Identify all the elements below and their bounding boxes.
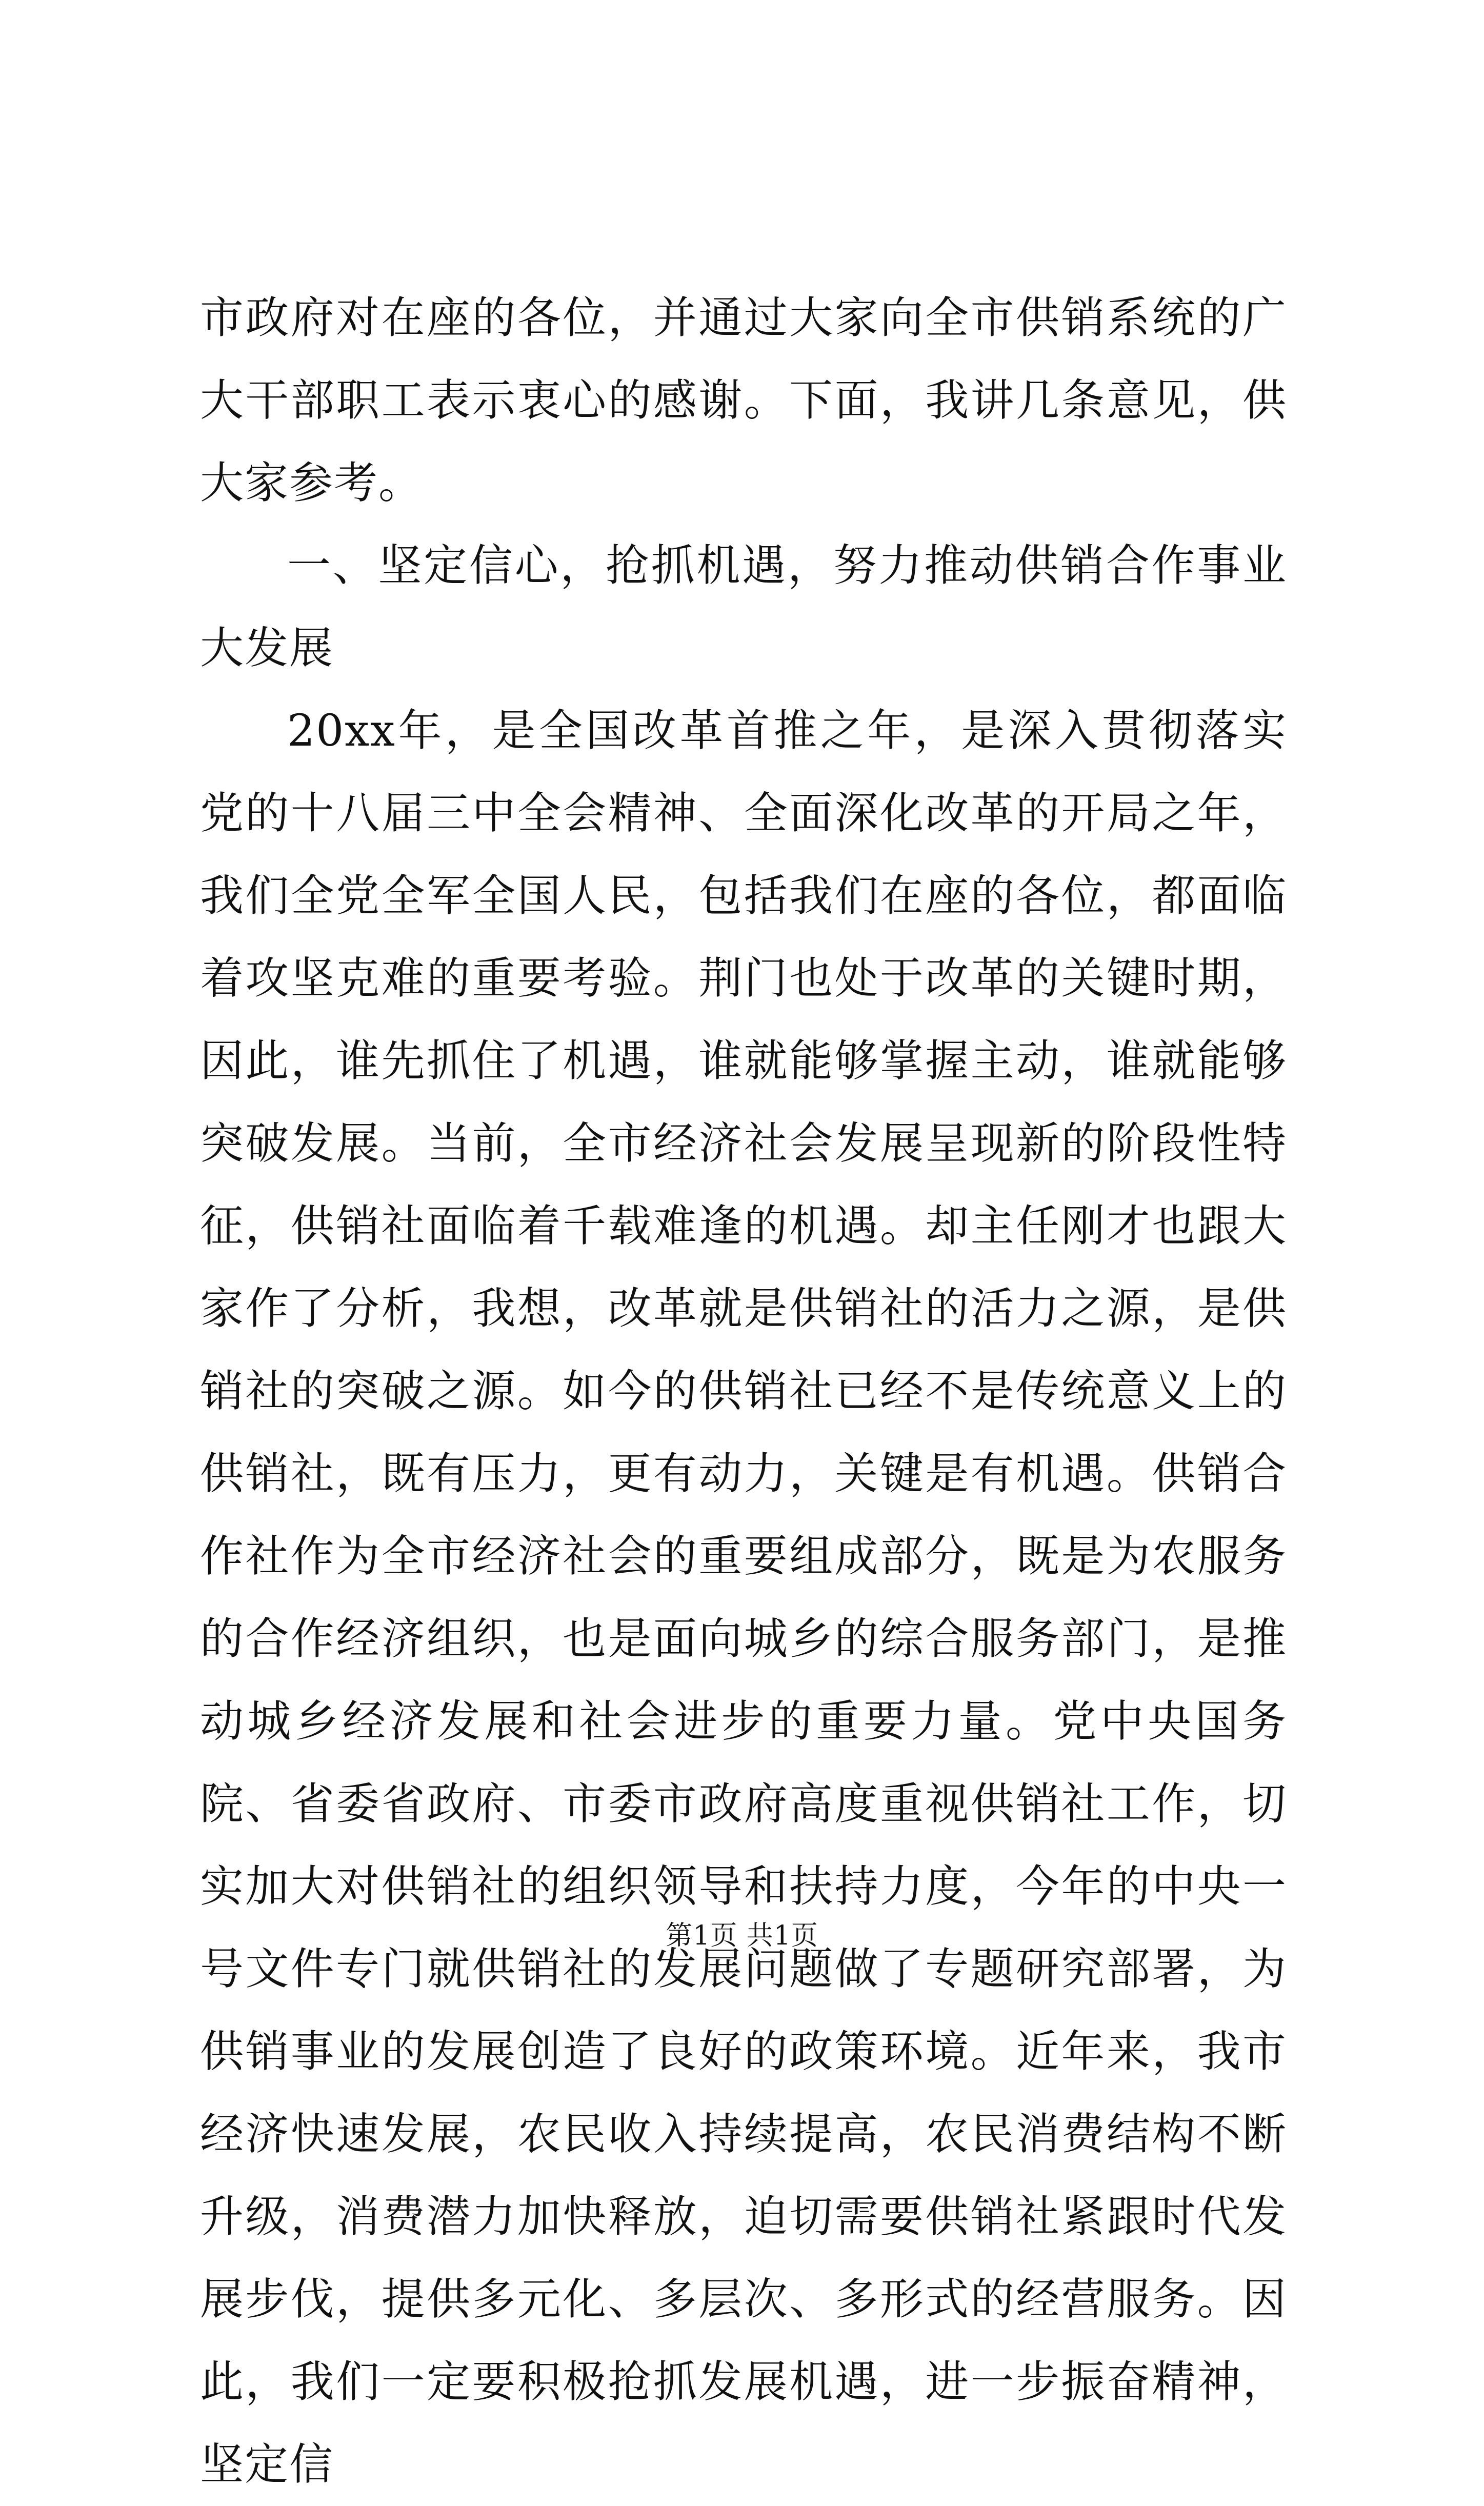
page-number-footer: 第1页 共1页 xyxy=(666,1920,818,1951)
paragraph-continuation: 市政府对在座的各位，并通过大家向全市供销系统的广大干部职工表示衷心的感谢。下面，我讲几条意见，供大家参考。 xyxy=(200,293,1287,509)
section-heading: 一、坚定信心，抢抓机遇，努力推动供销合作事业大发展 xyxy=(200,540,1287,674)
document-body xyxy=(200,277,1287,2506)
paragraph-body: 20xx年，是全国改革首推之年，是深入贯彻落实党的十八届三中全会精神、全面深化改革的开局之年，我们全党全军全国人民，包括我们在座的各位，都面临着攻坚克难的重要考验。荆门也处于改革的关键时期，因此，谁先抓住了机遇，谁就能够掌握主动，谁就能够突破发展。当前，全市经济社会发展呈现新的阶段性特征，供销社面临着千载难逢的机遇。却主任刚才也跟大家作了分析，我想，改革就是供销社的活力之源，是供销社的突破之源。如今的供销社已经不是传统意义上的供销社，既有压力，更有动力，关键是有机遇。供销合作社作为全市经济社会的重要组成部分，既是为农服务的合作经济组织，也是面向城乡的综合服务部门，是推动城乡经济发展和社会进步的重要力量。党中央国务院、省委省政府、市委市政府高度重视供销社工作，切实加大对供销社的组织领导和扶持力度，今年的中央一号文件专门就供销社的发展问题做了专题研究部署，为供销事业的发展创造了良好的政策环境。近年来，我市经济快速发展，农民收入持续提高，农民消费结构不断升级，消费潜力加快释放，迫切需要供销社紧跟时代发展步伐，提供多元化、多层次、多形式的经营服务。因此，我们一定要积极抢抓发展机遇，进一步振奋精神，坚定信 xyxy=(200,706,1287,2490)
